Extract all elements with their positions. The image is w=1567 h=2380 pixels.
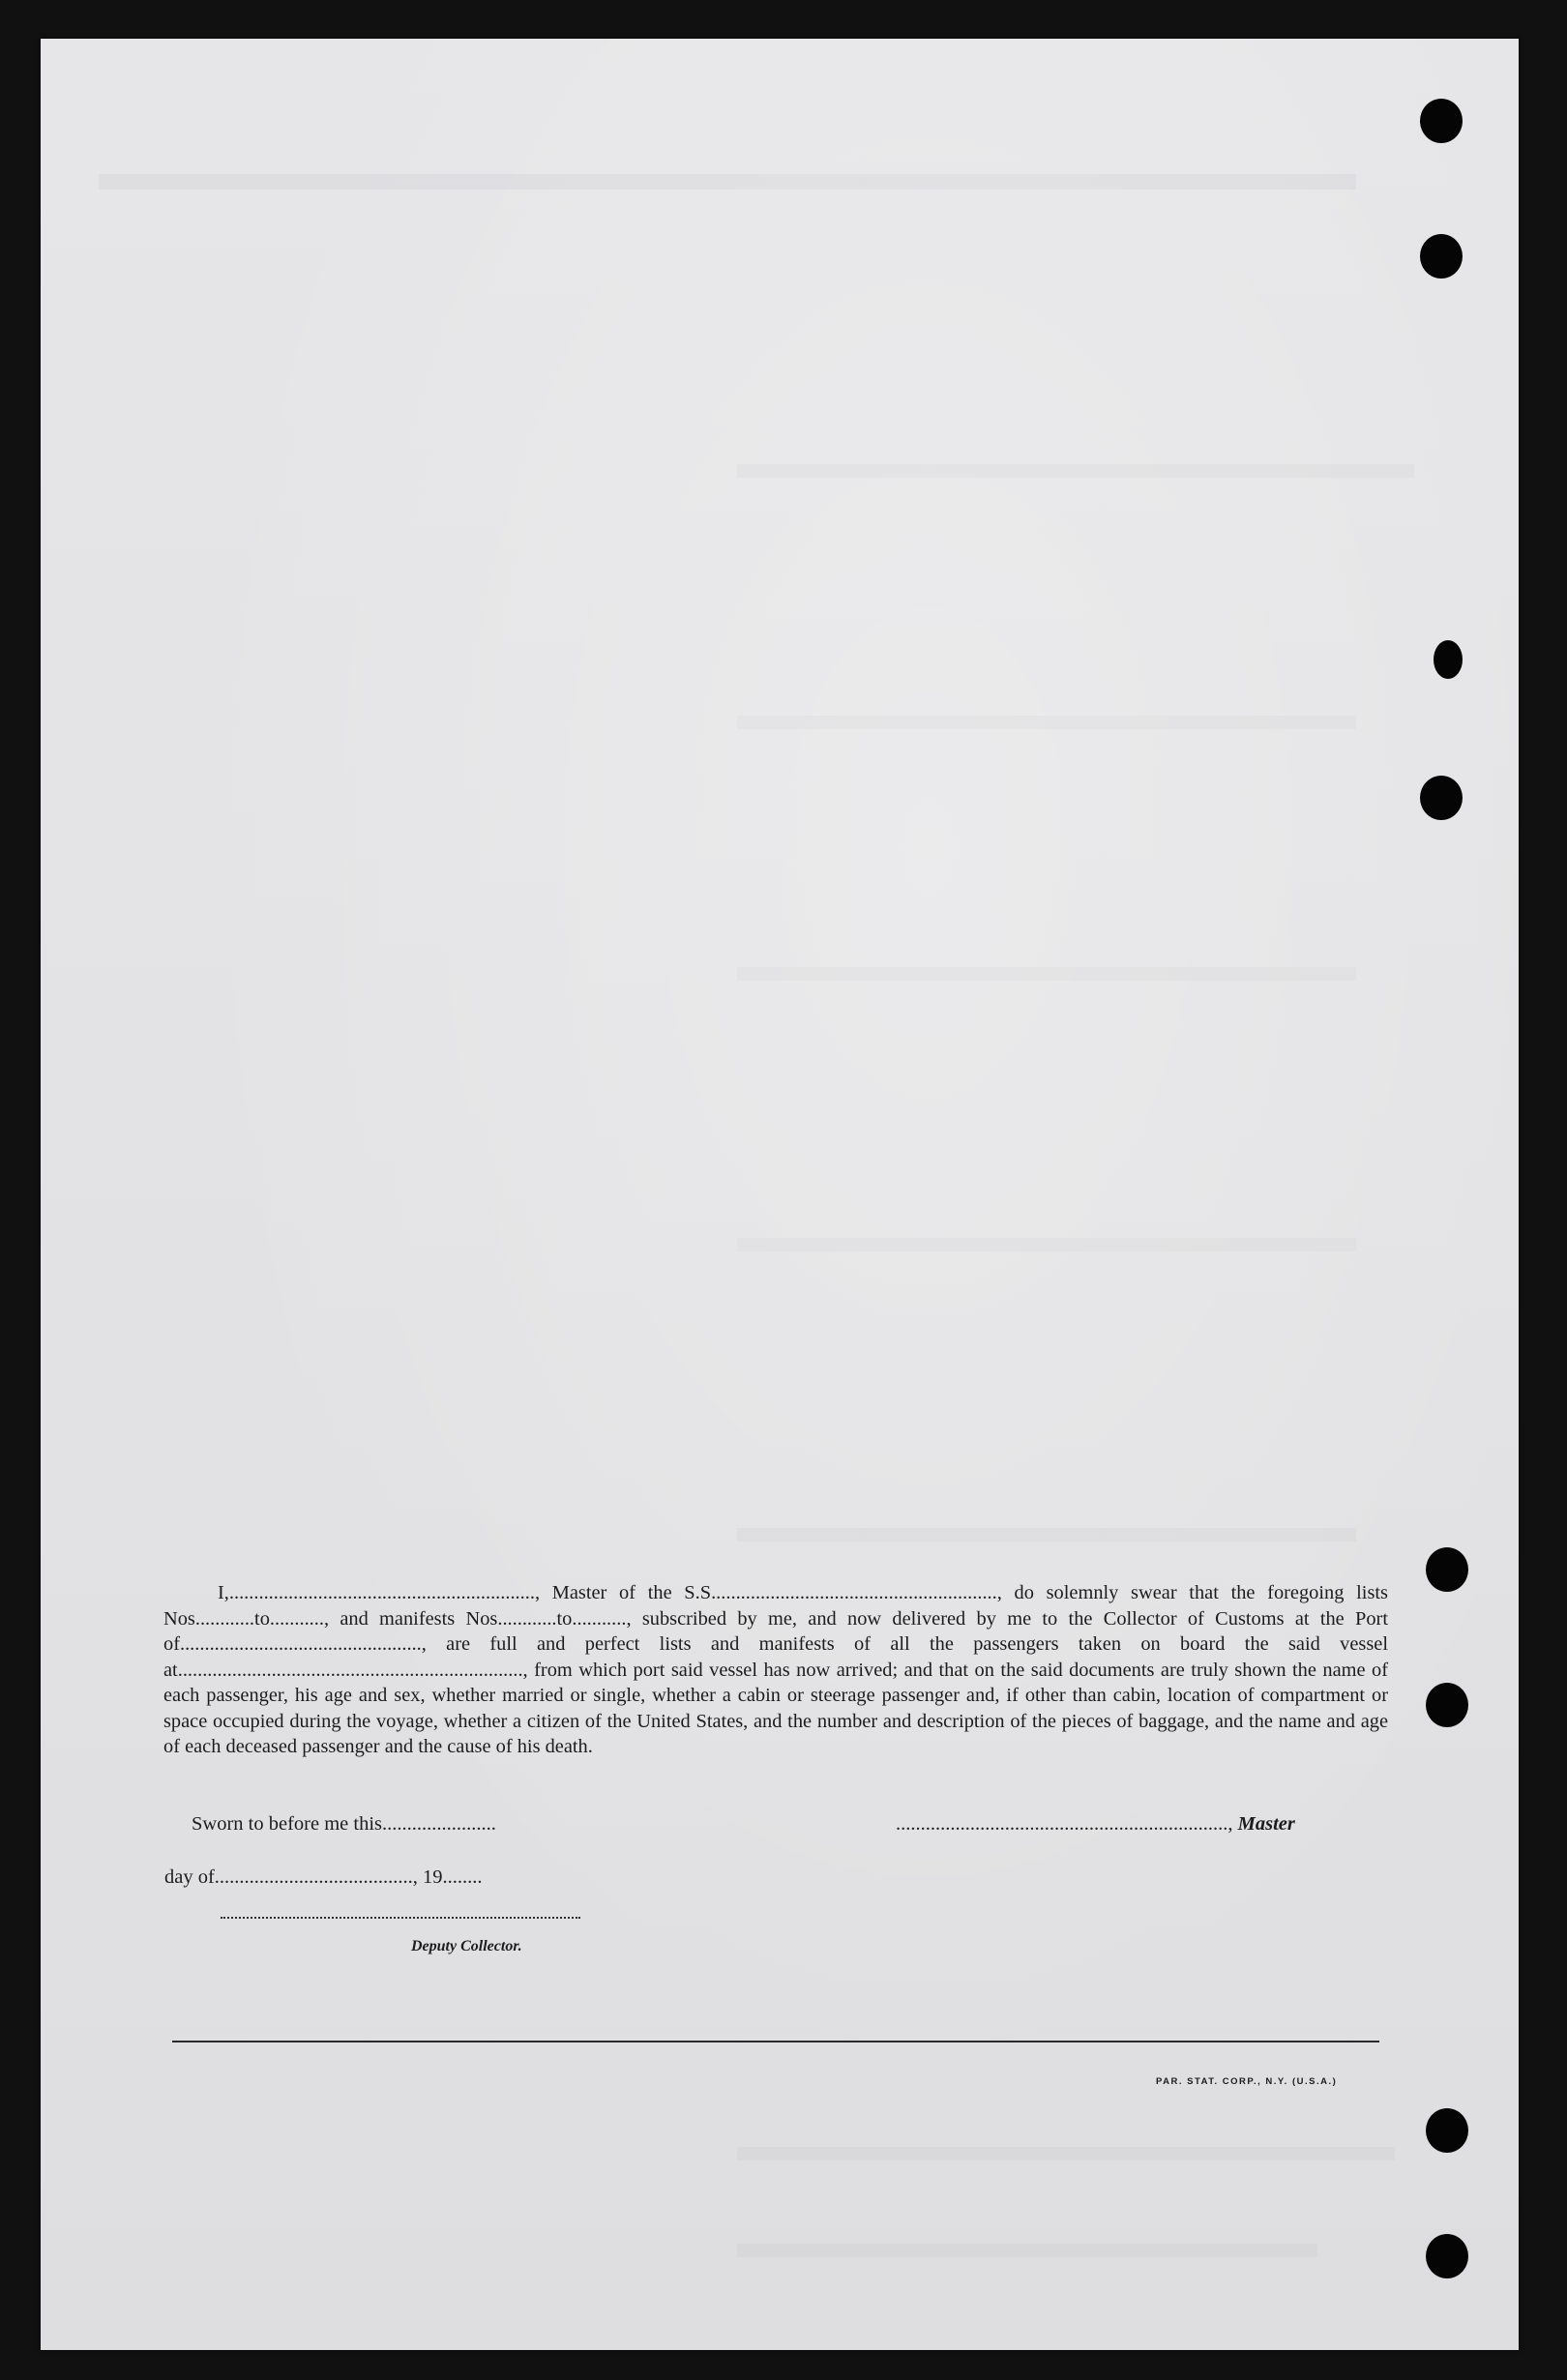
bleed-through-mark <box>737 2147 1395 2160</box>
sworn-before-line <box>192 1813 496 1836</box>
punch-hole <box>1426 2234 1468 2278</box>
sworn-before-text: Sworn to before me this....................... <box>192 1813 496 1835</box>
punch-hole <box>1426 1547 1468 1592</box>
master-signature-line <box>896 1813 1295 1836</box>
bleed-through-mark <box>99 174 1356 190</box>
deputy-collector-label: Deputy Collector. <box>411 1938 522 1954</box>
punch-hole <box>1434 640 1463 679</box>
document-page <box>41 39 1519 2350</box>
printer-imprint: PAR. STAT. CORP., N.Y. (U.S.A.) <box>1156 2076 1338 2087</box>
punch-hole <box>1420 234 1463 279</box>
footer-rule <box>172 2041 1379 2042</box>
bleed-through-mark <box>737 464 1414 478</box>
bleed-through-mark <box>737 1238 1356 1251</box>
punch-hole <box>1420 776 1463 820</box>
bleed-through-mark <box>737 1528 1356 1542</box>
bleed-through-mark <box>737 716 1356 729</box>
master-signature-dots: ..................................................................., <box>896 1813 1233 1835</box>
master-oath-paragraph: I,.............................................................., Master of the S.S.........................................................., do solemnly swear that the foregoing lists Nos............to..........., and manifests Nos............to..........., subscribed by me, and now delivered by me to the Collector of Customs at the Port of................................................., are full and perfect lists and manifests of all the passengers taken on board the said vessel at......................................................................, from which port said vessel has now arrived; and that on the said documents are truly shown the name of each passenger, his age and sex, whether married or single, whether a cabin or steerage passenger and, if other than cabin, location of compartment or space occupied during the voyage, whether a citizen of the United States, and the number and description of the pieces of baggage, and the name and age of each deceased passenger and the cause of his death. <box>163 1582 1388 1757</box>
punch-hole <box>1426 1683 1468 1727</box>
day-of-text: day of........................................, 19........ <box>164 1866 483 1888</box>
bleed-through-mark <box>737 967 1356 981</box>
punch-hole <box>1420 99 1463 143</box>
day-of-line <box>164 1866 483 1889</box>
bleed-through-mark <box>737 2244 1317 2257</box>
punch-hole <box>1426 2108 1468 2153</box>
deputy-signature-line <box>221 1917 580 1919</box>
master-title: Master <box>1237 1813 1295 1835</box>
